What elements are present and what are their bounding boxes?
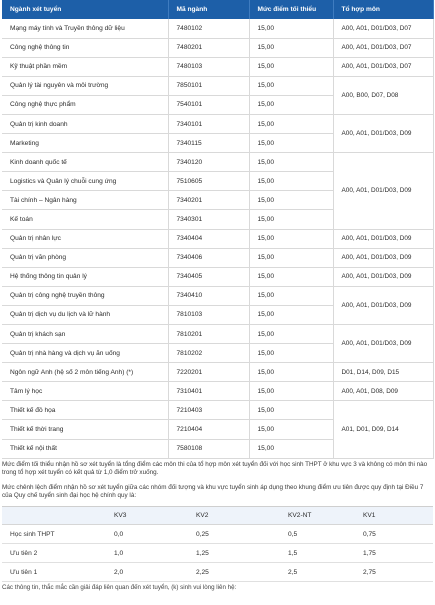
min-score: 15,00 <box>249 248 333 267</box>
min-score: 15,00 <box>249 229 333 248</box>
priority-header-kv1: KV1 <box>355 507 433 525</box>
priority-value: 0,25 <box>188 525 280 544</box>
min-score: 15,00 <box>249 286 333 305</box>
major-code: 7340404 <box>168 229 249 248</box>
major-code: 7480102 <box>168 19 249 38</box>
priority-value: 2,0 <box>106 563 188 582</box>
priority-value: 1,0 <box>106 544 188 563</box>
subject-combo: A00, B00, D07, D08 <box>333 76 433 114</box>
major-name: Quản trị khách sạn <box>2 325 168 344</box>
major-code: 7540101 <box>168 95 249 114</box>
priority-header-kv2: KV2 <box>188 507 280 525</box>
header-min-score: Mức điểm tối thiểu <box>249 0 333 19</box>
table-row <box>2 325 433 344</box>
subject-combo: A00, A01, D01/D03, D09 <box>333 267 433 286</box>
major-code: 7210404 <box>168 420 249 439</box>
subject-combo: A00, A01, D01/D03, D07 <box>333 57 433 76</box>
priority-row <box>2 563 433 582</box>
priority-value: 2,5 <box>280 563 355 582</box>
min-score: 15,00 <box>249 267 333 286</box>
major-name: Quản lý tài nguyên và môi trường <box>2 76 168 95</box>
major-code: 7340101 <box>168 114 249 133</box>
priority-group-label: Ưu tiên 2 <box>2 544 106 563</box>
min-score: 15,00 <box>249 382 333 401</box>
min-score: 15,00 <box>249 325 333 344</box>
major-code: 7340120 <box>168 153 249 172</box>
major-name: Quản trị kinh doanh <box>2 114 168 133</box>
header-major: Ngành xét tuyển <box>2 0 168 19</box>
major-code: 7510605 <box>168 172 249 191</box>
priority-value: 2,75 <box>355 563 433 582</box>
header-code: Mã ngành <box>168 0 249 19</box>
subject-combo: A01, D01, D09, D14 <box>333 401 433 458</box>
priority-value: 0,5 <box>280 525 355 544</box>
table-row <box>2 19 433 38</box>
admission-score-table <box>2 0 434 459</box>
major-code: 7220201 <box>168 363 249 382</box>
major-name: Tâm lý học <box>2 382 168 401</box>
major-code: 7580108 <box>168 439 249 458</box>
priority-value: 1,25 <box>188 544 280 563</box>
major-name: Mạng máy tính và Truyền thông dữ liệu <box>2 19 168 38</box>
table-row <box>2 286 433 305</box>
subject-combo: A00, A01, D01/D03, D09 <box>333 325 433 363</box>
min-score: 15,00 <box>249 57 333 76</box>
priority-header-blank <box>2 507 106 525</box>
table-row <box>2 363 433 382</box>
min-score: 15,00 <box>249 191 333 210</box>
major-name: Thiết kế nội thất <box>2 439 168 458</box>
priority-table-body <box>2 525 433 582</box>
priority-group-label: Học sinh THPT <box>2 525 106 544</box>
min-score: 15,00 <box>249 114 333 133</box>
min-score: 15,00 <box>249 19 333 38</box>
table-body <box>2 19 433 458</box>
note-priority: Mức chênh lệch điểm nhận hồ sơ xét tuyển giữa các nhóm đối tượng và khu vực tuyển sinh áp dụng theo khung điểm ưu tiên được quy định tại Điều 7 của Quy chế tuyển sinh đại học hệ chính quy là: <box>2 483 424 500</box>
major-name: Công nghệ thông tin <box>2 38 168 57</box>
table-row <box>2 114 433 133</box>
contact-note: Các thông tin, thắc mắc cần giải đáp liên quan đến xét tuyển, (k) sinh vui lòng liên hệ: <box>2 584 237 592</box>
priority-header-kv3: KV3 <box>106 507 188 525</box>
table-row <box>2 153 433 172</box>
major-name: Tài chính – Ngân hàng <box>2 191 168 210</box>
priority-value: 0,0 <box>106 525 188 544</box>
major-name: Marketing <box>2 134 168 153</box>
major-code: 7850101 <box>168 76 249 95</box>
table-row <box>2 382 433 401</box>
major-name: Ngôn ngữ Anh (hệ số 2 môn tiếng Anh) (*) <box>2 363 168 382</box>
priority-row <box>2 525 433 544</box>
subject-combo: A00, A01, D08, D09 <box>333 382 433 401</box>
priority-value: 1,75 <box>355 544 433 563</box>
major-code: 7810202 <box>168 344 249 363</box>
min-score: 15,00 <box>249 439 333 458</box>
table-row <box>2 401 433 420</box>
note-min-score: Mức điểm tối thiểu nhận hồ sơ xét tuyển là tổng điểm các môn thi của tổ hợp môn xét tuyển đối với học sinh THPT ở khu vực 3 và không có môn thi nào trong tổ hợp xét tuyển có kết quả từ 1,0 điểm trở xuống. <box>2 460 428 477</box>
min-score: 15,00 <box>249 134 333 153</box>
major-name: Công nghệ thực phẩm <box>2 95 168 114</box>
subject-combo: A00, A01, D01/D03, D07 <box>333 38 433 57</box>
priority-score-table <box>2 506 433 582</box>
priority-header-row <box>2 507 433 525</box>
min-score: 15,00 <box>249 344 333 363</box>
subject-combo: A00, A01, D01/D03, D09 <box>333 153 433 229</box>
major-code: 7480103 <box>168 57 249 76</box>
table-row <box>2 38 433 57</box>
major-name: Kinh doanh quốc tế <box>2 153 168 172</box>
min-score: 15,00 <box>249 401 333 420</box>
major-name: Quản trị dịch vụ du lịch và lữ hành <box>2 305 168 324</box>
major-code: 7810103 <box>168 305 249 324</box>
priority-group-label: Ưu tiên 1 <box>2 563 106 582</box>
major-name: Thiết kế thời trang <box>2 420 168 439</box>
major-name: Kế toán <box>2 210 168 229</box>
subject-combo: D01, D14, D09, D15 <box>333 363 433 382</box>
major-code: 7340201 <box>168 191 249 210</box>
priority-header-kv2nt: KV2-NT <box>280 507 355 525</box>
major-code: 7480201 <box>168 38 249 57</box>
subject-combo: A00, A01, D01/D03, D07 <box>333 19 433 38</box>
major-code: 7340115 <box>168 134 249 153</box>
priority-value: 0,75 <box>355 525 433 544</box>
min-score: 15,00 <box>249 305 333 324</box>
table-row <box>2 57 433 76</box>
table-row <box>2 248 433 267</box>
table-row <box>2 229 433 248</box>
table-header-row <box>2 0 433 19</box>
major-code: 7340301 <box>168 210 249 229</box>
major-name: Quản trị công nghệ truyền thông <box>2 286 168 305</box>
priority-value: 1,5 <box>280 544 355 563</box>
min-score: 15,00 <box>249 76 333 95</box>
major-name: Quản trị nhân lực <box>2 229 168 248</box>
subject-combo: A00, A01, D01/D03, D09 <box>333 229 433 248</box>
major-code: 7340405 <box>168 267 249 286</box>
min-score: 15,00 <box>249 363 333 382</box>
subject-combo: A00, A01, D01/D03, D09 <box>333 114 433 152</box>
major-name: Thiết kế đồ họa <box>2 401 168 420</box>
header-subject-combo: Tổ hợp môn <box>333 0 433 19</box>
min-score: 15,00 <box>249 38 333 57</box>
major-code: 7340406 <box>168 248 249 267</box>
major-code: 7810201 <box>168 325 249 344</box>
min-score: 15,00 <box>249 153 333 172</box>
priority-value: 2,25 <box>188 563 280 582</box>
min-score: 15,00 <box>249 172 333 191</box>
major-code: 7340410 <box>168 286 249 305</box>
subject-combo: A00, A01, D01/D03, D09 <box>333 248 433 267</box>
min-score: 15,00 <box>249 420 333 439</box>
major-name: Logistics và Quản lý chuỗi cung ứng <box>2 172 168 191</box>
min-score: 15,00 <box>249 95 333 114</box>
major-code: 7210403 <box>168 401 249 420</box>
major-name: Quản trị nhà hàng và dịch vụ ăn uống <box>2 344 168 363</box>
major-code: 7310401 <box>168 382 249 401</box>
major-name: Kỹ thuật phần mềm <box>2 57 168 76</box>
min-score: 15,00 <box>249 210 333 229</box>
major-name: Quản trị văn phòng <box>2 248 168 267</box>
major-name: Hệ thống thông tin quản lý <box>2 267 168 286</box>
table-row <box>2 76 433 95</box>
priority-row <box>2 544 433 563</box>
table-row <box>2 267 433 286</box>
subject-combo: A00, A01, D01/D03, D09 <box>333 286 433 324</box>
